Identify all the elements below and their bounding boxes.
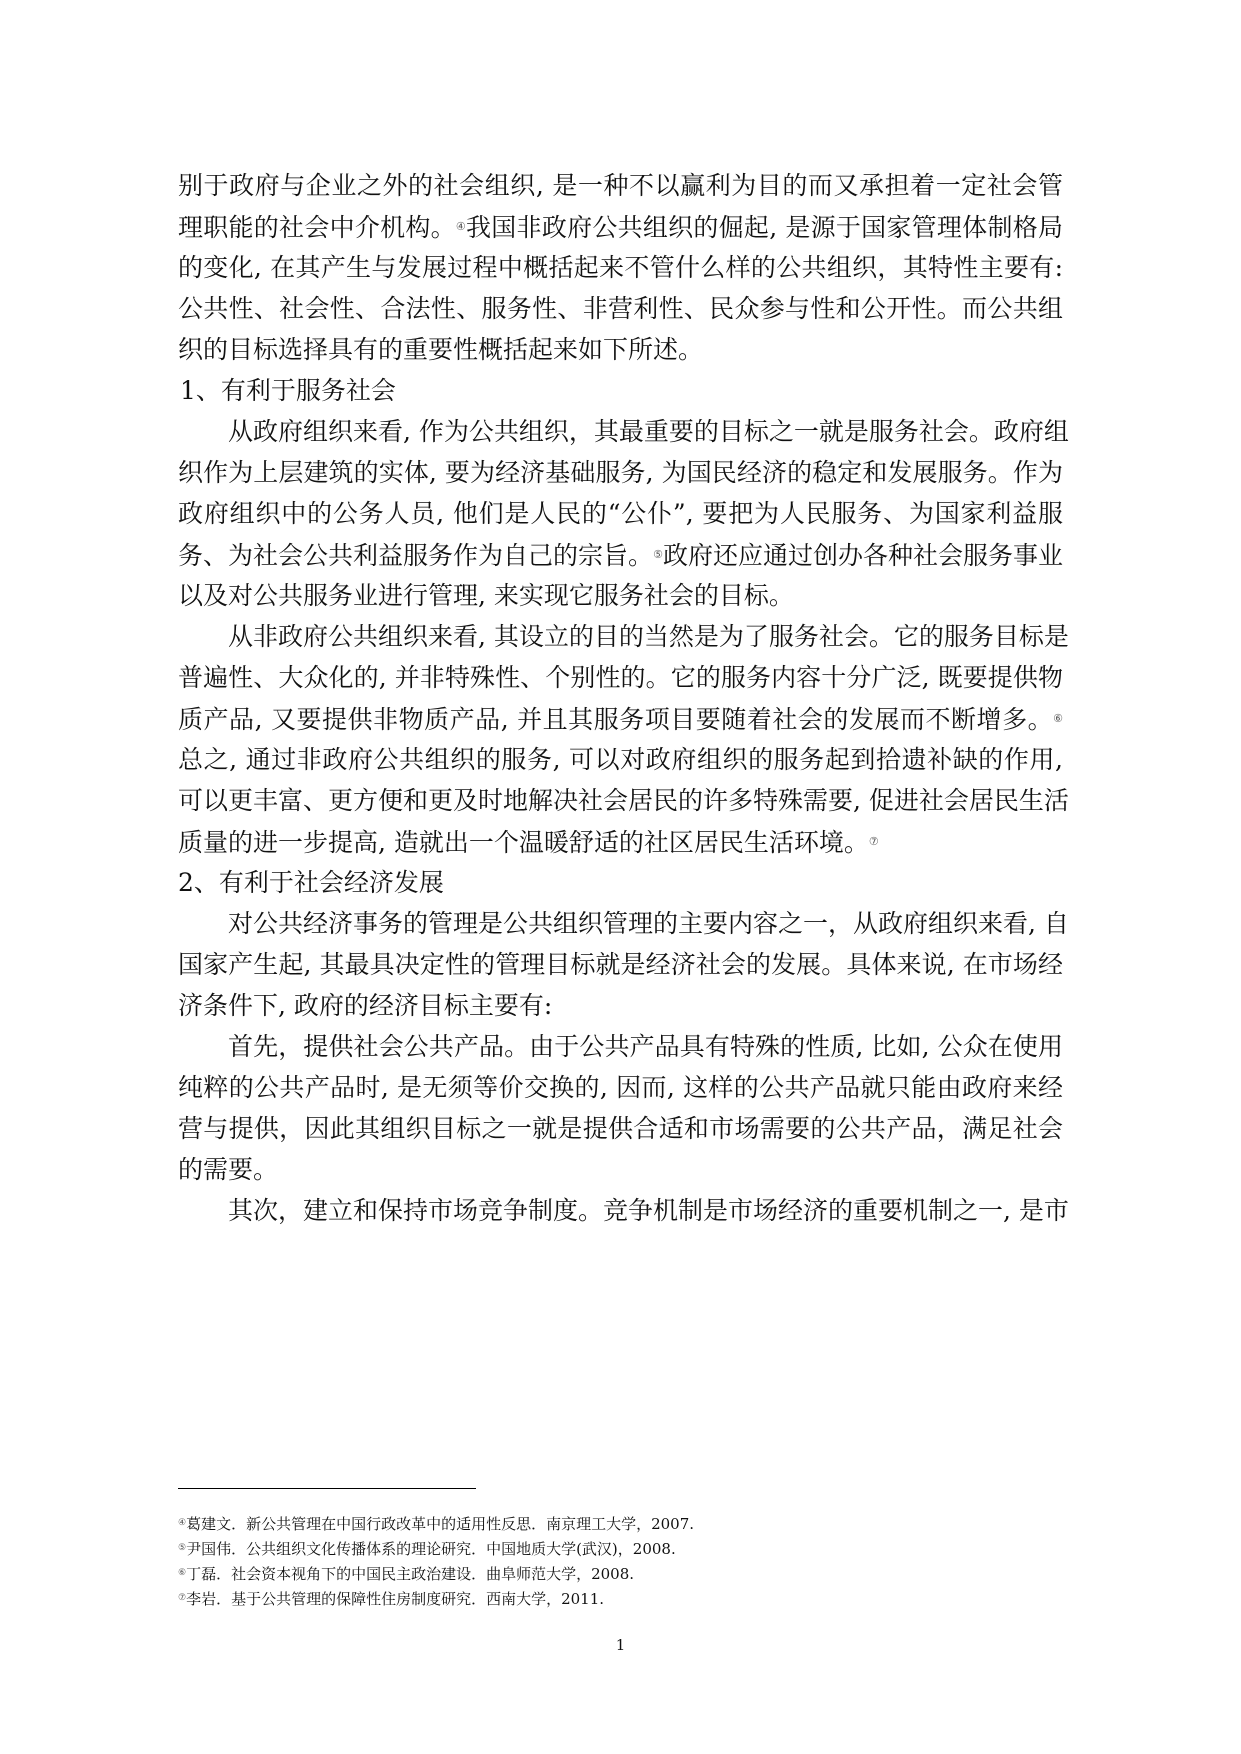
body-line: 首先，提供社会公共产品。由于公共产品具有特殊的性质, 比如, 公众在使用 — [228, 1032, 1063, 1061]
body-line: 从非政府公共组织来看, 其设立的目的当然是为了服务社会。它的服务目标是 — [228, 622, 1069, 651]
body-line: 质产品, 又要提供非物质产品, 并且其服务项目要随着社会的发展而不断增多。⑥ — [178, 705, 1063, 734]
body-line: 济条件下, 政府的经济目标主要有: — [178, 991, 553, 1020]
footnote: ④葛建文．新公共管理在中国行政改革中的适用性反思．南京理工大学，2007. — [178, 1515, 695, 1533]
body-line: 质量的进一步提高, 造就出一个温暖舒适的社区居民生活环境。⑦ — [178, 828, 879, 857]
body-line: 的需要。 — [178, 1155, 279, 1184]
body-line: 其次，建立和保持市场竞争制度。竞争机制是市场经济的重要机制之一, 是市 — [228, 1196, 1069, 1225]
footnote: ⑥丁磊．社会资本视角下的中国民主政治建设．曲阜师范大学，2008. — [178, 1565, 635, 1583]
body-line: 以及对公共服务业进行管理, 来实现它服务社会的目标。 — [178, 581, 794, 610]
footnote-marker: ⑦ — [868, 835, 879, 848]
footnote-separator — [178, 1488, 476, 1489]
body-line: 织的目标选择具有的重要性概括起来如下所述。 — [178, 335, 704, 364]
body-line: 别于政府与企业之外的社会组织, 是一种不以赢利为目的而又承担着一定社会管 — [178, 171, 1063, 200]
page-number: 1 — [615, 1636, 626, 1654]
body-line: 国家产生起, 其最具决定性的管理目标就是经济社会的发展。具体来说, 在市场经 — [178, 950, 1063, 979]
footnote: ⑦李岩．基于公共管理的保障性住房制度研究．西南大学，2011. — [178, 1590, 605, 1608]
body-line: 的变化, 在其产生与发展过程中概括起来不管什么样的公共组织，其特性主要有: — [178, 253, 1063, 282]
body-line: 对公共经济事务的管理是公共组织管理的主要内容之一，从政府组织来看, 自 — [228, 909, 1069, 938]
body-line: 理职能的社会中介机构。④我国非政府公共组织的倔起, 是源于国家管理体制格局 — [178, 213, 1063, 242]
footnote-marker: ④ — [455, 220, 467, 233]
body-line: 织作为上层建筑的实体, 要为经济基础服务, 为国民经济的稳定和发展服务。作为 — [178, 458, 1063, 487]
body-line: 总之, 通过非政府公共组织的服务, 可以对政府组织的服务起到拾遗补缺的作用, — [178, 745, 1063, 774]
footnote-marker: ⑥ — [1053, 712, 1063, 725]
body-line: 营与提供，因此其组织目标之一就是提供合适和市场需要的公共产品，满足社会 — [178, 1114, 1063, 1143]
footnote: ⑤尹国伟．公共组织文化传播体系的理论研究．中国地质大学(武汉)，2008. — [178, 1540, 676, 1558]
section-heading: 2、有利于社会经济发展 — [178, 868, 444, 897]
section-heading: 1、有利于服务社会 — [180, 376, 396, 405]
body-line: 可以更丰富、更方便和更及时地解决社会居民的许多特殊需要, 促进社会居民生活 — [178, 786, 1069, 815]
body-line: 纯粹的公共产品时, 是无须等价交换的, 因而, 这样的公共产品就只能由政府来经 — [178, 1073, 1063, 1102]
body-line: 普遍性、大众化的, 并非特殊性、个别性的。它的服务内容十分广泛, 既要提供物 — [178, 663, 1063, 692]
footnote-marker: ⑤ — [653, 548, 663, 561]
body-line: 公共性、社会性、合法性、服务性、非营利性、民众参与性和公开性。而公共组 — [178, 294, 1063, 323]
body-line: 从政府组织来看, 作为公共组织，其最重要的目标之一就是服务社会。政府组 — [228, 417, 1069, 446]
body-line: 务、为社会公共利益服务作为自己的宗旨。⑤政府还应通过创办各种社会服务事业 — [178, 541, 1063, 570]
body-line: 政府组织中的公务人员, 他们是人民的“公仆”, 要把为人民服务、为国家利益服 — [178, 499, 1063, 528]
